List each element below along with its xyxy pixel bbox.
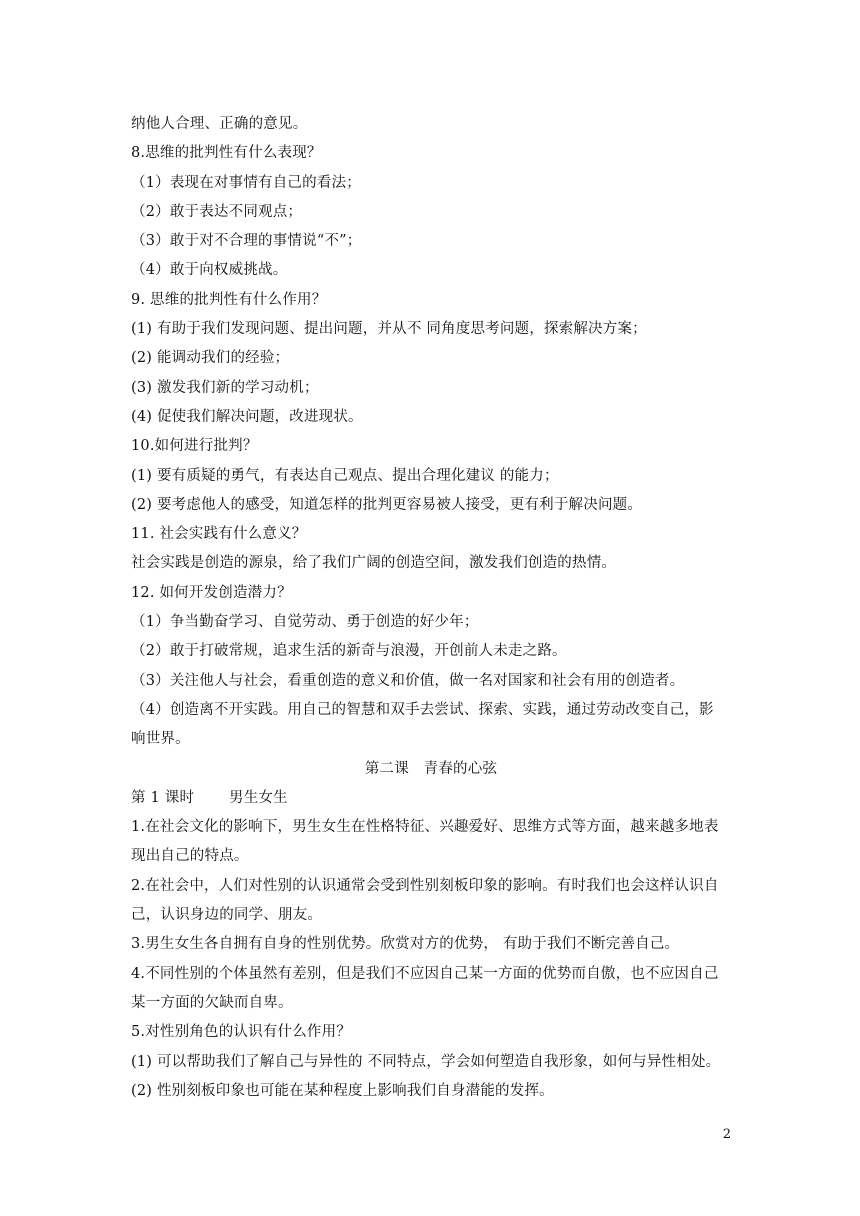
text-line: 2.在社会中，人们对性别的认识通常会受到性别刻板印象的影响。有时我们也会这样认识自	[131, 877, 719, 894]
list-item: (2) 要考虑他人的感受，知道怎样的批判更容易被人接受，更有利于解决问题。	[131, 496, 643, 513]
list-item: (1) 要有质疑的勇气，有表达自己观点、提出合理化建议 的能力；	[131, 467, 559, 484]
text-line: 现出自己的特点。	[131, 848, 249, 865]
list-item: (2) 能调动我们的经验；	[131, 350, 290, 367]
page-number: 2	[722, 1127, 731, 1142]
text-line: 4.不同性别的个体虽然有差别，但是我们不应因自己某一方面的优势而自傲，也不应因自己	[131, 965, 719, 982]
lesson-time: 第 1 课时	[131, 789, 195, 806]
text-line: 某一方面的欠缺而自卑。	[131, 994, 293, 1011]
text-line: 社会实践是创造的源泉，给了我们广阔的创造空间，激发我们创造的热情。	[131, 555, 617, 572]
list-item: (1) 可以帮助我们了解自己与异性的 不同特点，学会如何塑造自我形象，如何与异性相处。	[131, 1053, 721, 1070]
question-heading: 9. 思维的批判性有什么作用？	[131, 291, 327, 308]
lesson-name: 男生女生	[229, 789, 288, 806]
list-item: （1）表现在对事情有自己的看法；	[131, 174, 361, 191]
text-line: 3.男生女生各自拥有自身的性别优势。欣赏对方的优势， 有助于我们不断完善自己。	[131, 936, 680, 953]
text-line: 纳他人合理、正确的意见。	[131, 116, 308, 132]
question-heading: 11. 社会实践有什么意义？	[131, 526, 307, 543]
list-item: (4) 促使我们解决问题，改进现状。	[131, 408, 363, 425]
question-heading: 8.思维的批判性有什么表现？	[131, 145, 322, 162]
section-title: 第二课 青春的心弦	[364, 760, 498, 777]
list-item: （2）敢于表达不同观点；	[131, 203, 303, 220]
list-item: （3）敢于对不合理的事情说“不”；	[131, 233, 362, 250]
list-item: （2）敢于打破常规，追求生活的新奇与浪漫，开创前人未走之路。	[131, 643, 567, 660]
question-heading: 5.对性别角色的认识有什么作用？	[131, 1024, 352, 1041]
list-item: （4）敢于向权威挑战。	[131, 262, 288, 279]
list-item: (3) 激发我们新的学习动机；	[131, 379, 319, 396]
question-heading: 10.如何进行批判？	[131, 438, 258, 455]
list-item: （3）关注他人与社会，看重创造的意义和价值，做一名对国家和社会有用的创造者。	[131, 672, 685, 689]
text-line: 响世界。	[131, 731, 190, 748]
lesson-heading	[131, 784, 731, 813]
list-item: (2) 性别刻板印象也可能在某种程度上影响我们自身潜能的发挥。	[131, 1082, 554, 1099]
text-line: 己，认识身边的同学、朋友。	[131, 907, 323, 924]
list-item: （4）创造离不开实践。用自己的智慧和双手去尝试、探索、实践，通过劳动改变自己，影	[131, 701, 714, 718]
list-item: （1）争当勤奋学习、自觉劳动、勇于创造的好少年；	[131, 614, 479, 631]
question-heading: 12. 如何开发创造潜力？	[131, 584, 292, 601]
page-content	[131, 110, 731, 1106]
list-item: (1) 有助于我们发现问题、提出问题，并从不 同角度思考问题，探索解决方案；	[131, 321, 647, 338]
text-line: 1.在社会文化的影响下，男生女生在性格特征、兴趣爱好、思维方式等方面，越来越多地表	[131, 819, 719, 836]
